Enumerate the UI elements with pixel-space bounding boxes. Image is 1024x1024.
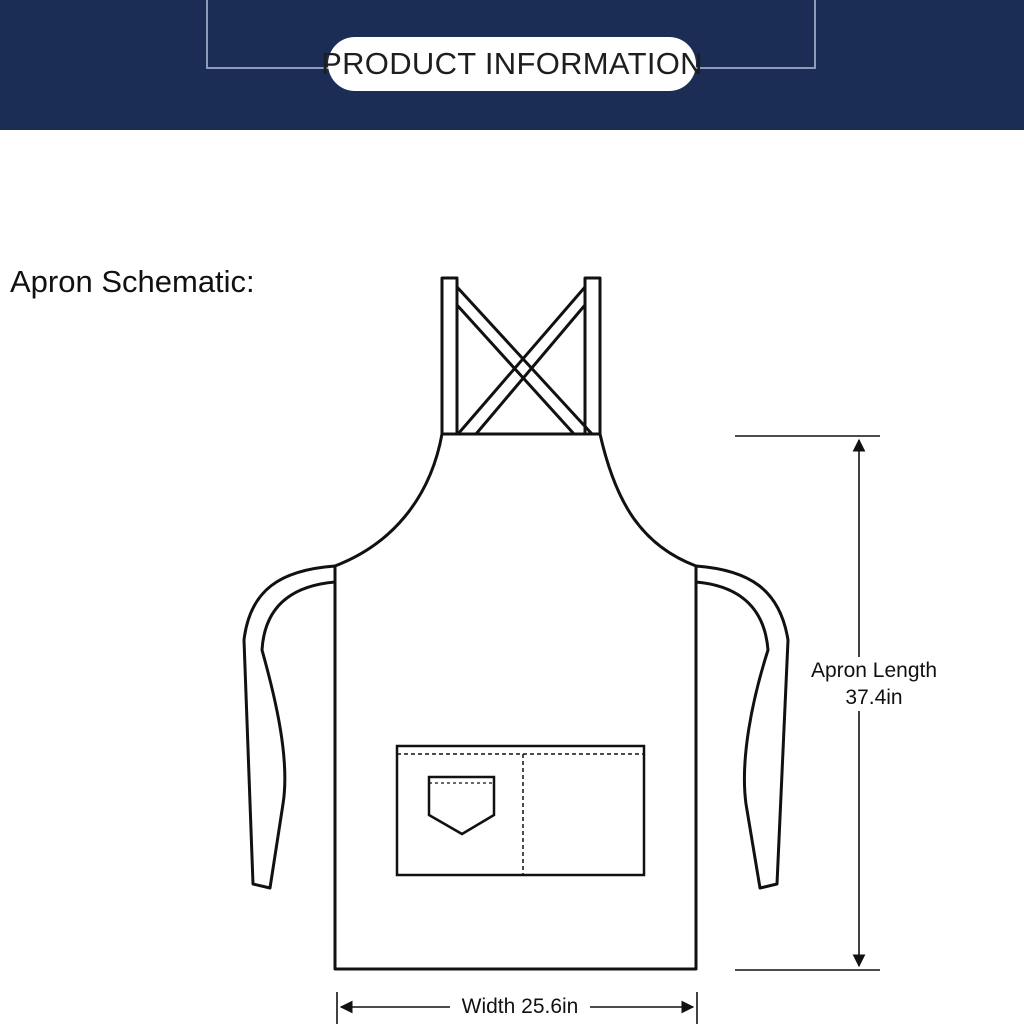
right-strap	[585, 278, 600, 434]
apron-body	[335, 434, 696, 969]
small-pocket	[429, 777, 494, 834]
apron-straps	[442, 278, 600, 434]
apron-length-label	[796, 657, 952, 711]
right-waist-tie	[696, 566, 788, 888]
left-strap	[442, 278, 457, 434]
schematic-title: Apron Schematic:	[10, 264, 255, 299]
apron-length-value: 37.4in	[845, 686, 903, 709]
front-pocket	[397, 746, 644, 875]
left-waist-tie	[244, 566, 335, 888]
apron-length-text: Apron Length	[810, 659, 938, 682]
product-information-badge: PRODUCT INFORMATION	[328, 37, 696, 91]
apron-width-label: Width 25.6in	[450, 993, 590, 1020]
